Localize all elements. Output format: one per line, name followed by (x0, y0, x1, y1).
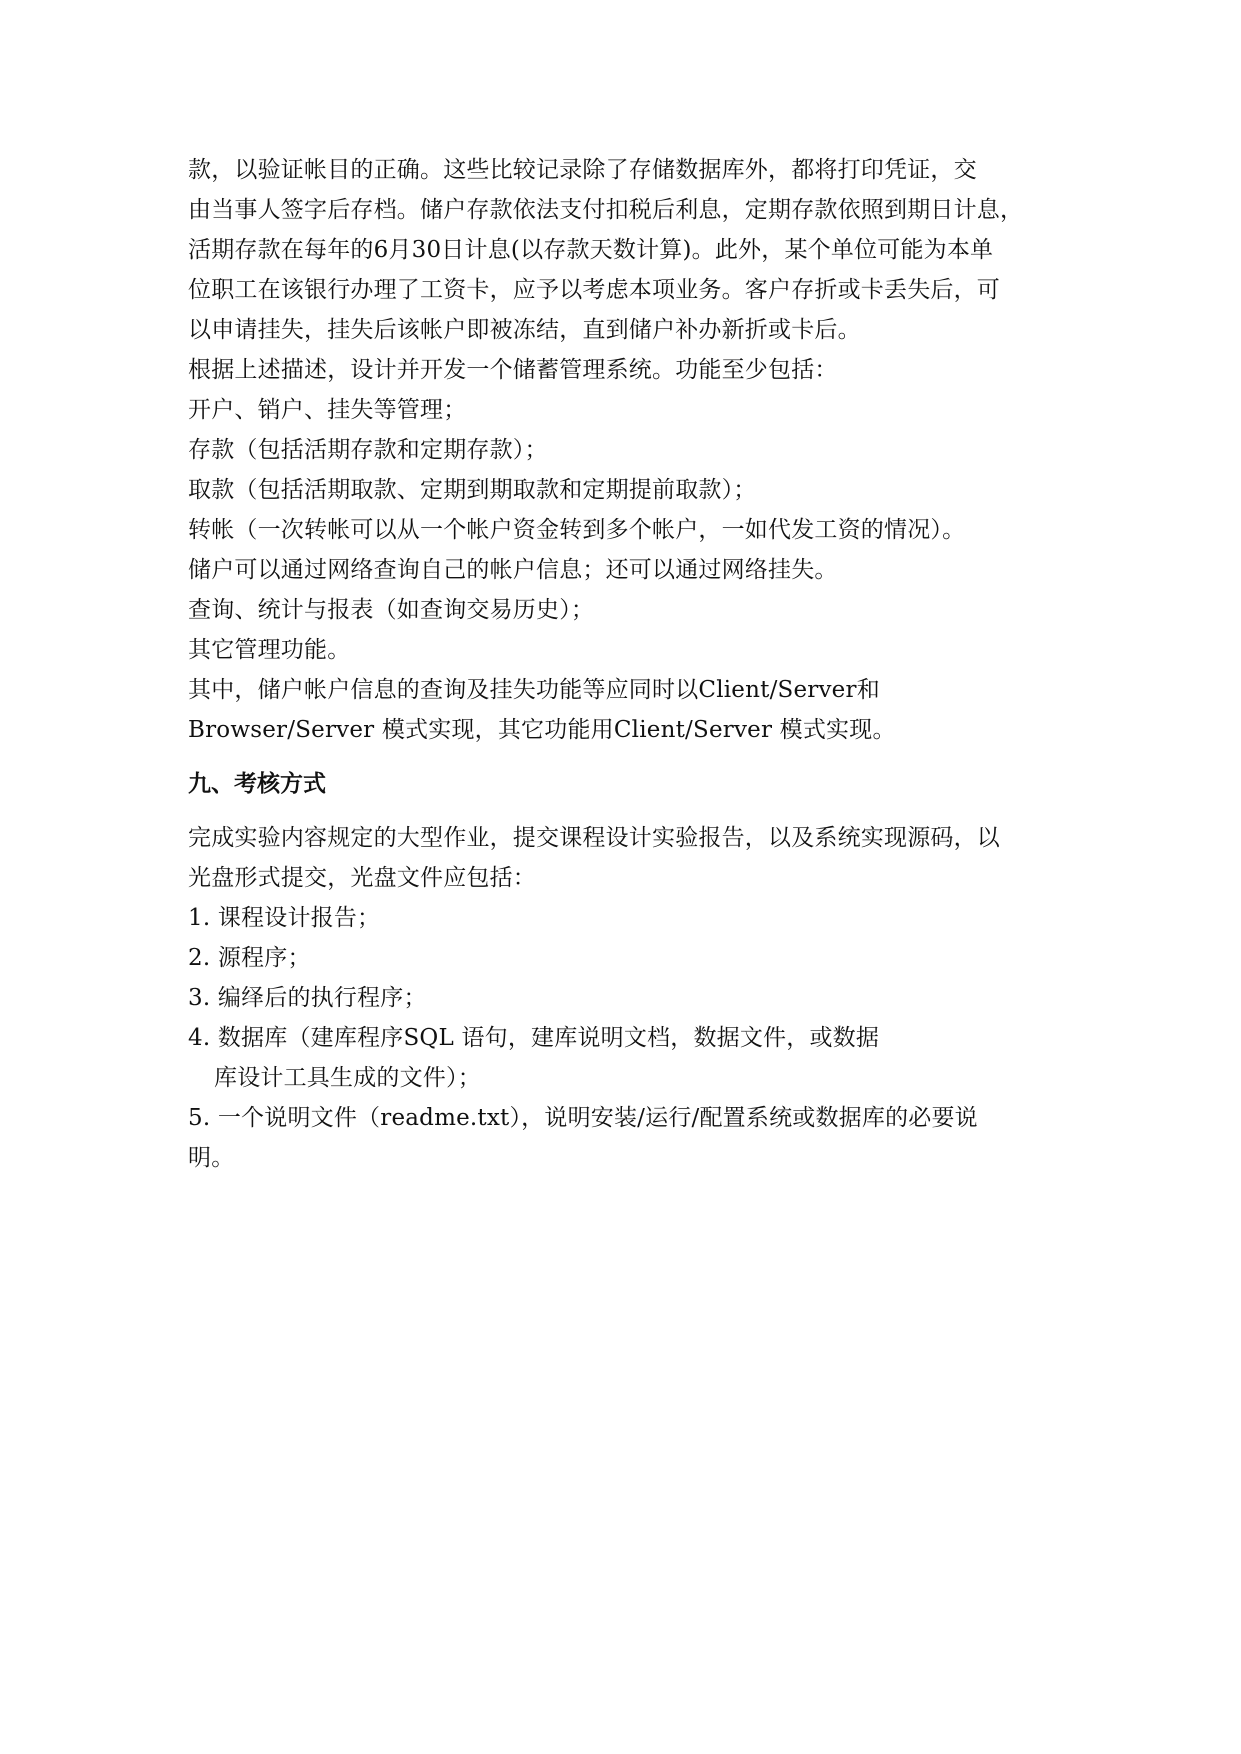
text-line: 由当事人签字后存档。储户存款依法支付扣税后利息，定期存款依照到期日计息， (188, 197, 1024, 223)
function-item: 储户可以通过网络查询自己的帐户信息；还可以通过网络挂失。 (188, 557, 838, 583)
function-item: 取款（包括活期取款、定期到期取款和定期提前取款）； (188, 477, 757, 503)
text-line: 光盘形式提交，光盘文件应包括： (188, 865, 536, 891)
function-item: 存款（包括活期存款和定期存款）； (188, 437, 548, 463)
list-item: 4. 数据库（建库程序SQL 语句，建库说明文档，数据文件，或数据 (188, 1025, 880, 1051)
function-item: 转帐（一次转帐可以从一个帐户资金转到多个帐户，一如代发工资的情况）。 (188, 517, 966, 543)
text-line: 其中，储户帐户信息的查询及挂失功能等应同时以Client/Server和 (188, 677, 880, 703)
function-item: 开户、销户、挂失等管理； (188, 397, 467, 423)
list-item: 1. 课程设计报告； (188, 905, 381, 931)
list-item-continuation: 库设计工具生成的文件）； (214, 1065, 481, 1091)
function-item: 其它管理功能。 (188, 637, 351, 663)
list-item: 3. 编绎后的执行程序； (188, 985, 427, 1011)
text-line: 完成实验内容规定的大型作业，提交课程设计实验报告，以及系统实现源码，以 (188, 825, 1000, 851)
text-line: 以申请挂失，挂失后该帐户即被冻结，直到储户补办新折或卡后。 (188, 317, 861, 343)
intro-paragraphs (188, 150, 1068, 750)
text-line: 根据上述描述，设计并开发一个储蓄管理系统。功能至少包括： (188, 357, 838, 383)
list-item: 2. 源程序； (188, 945, 311, 971)
section-heading: 九、考核方式 (188, 771, 326, 797)
document-body (188, 150, 1068, 1178)
text-line: Browser/Server 模式实现，其它功能用Client/Server 模式实现。 (188, 717, 896, 743)
text-line: 款，以验证帐目的正确。这些比较记录除了存储数据库外，都将打印凭证，交 (188, 157, 977, 183)
list-item-continuation: 明。 (188, 1145, 235, 1171)
function-item: 查询、统计与报表（如查询交易历史）； (188, 597, 595, 623)
list-item: 5. 一个说明文件（readme.txt），说明安装/运行/配置系统或数据库的必要说 (188, 1105, 978, 1131)
text-line: 位职工在该银行办理了工资卡，应予以考虑本项业务。客户存折或卡丢失后，可 (188, 277, 1000, 303)
text-line: 活期存款在每年的6月30日计息(以存款天数计算)。此外，某个单位可能为本单 (188, 237, 994, 263)
section9-paragraphs (188, 818, 1068, 1178)
